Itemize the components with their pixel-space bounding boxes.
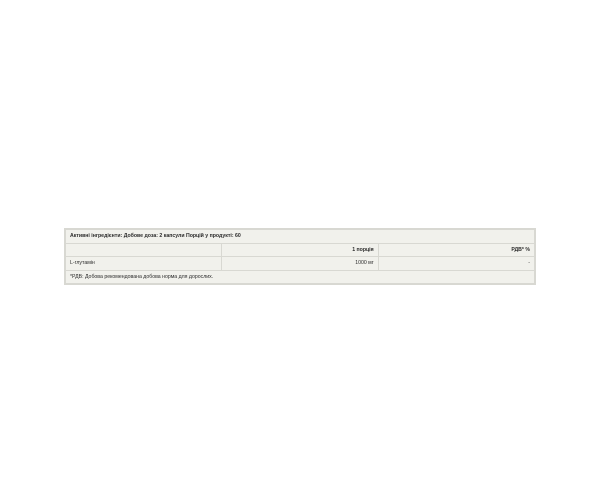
table-footnote-row [66, 270, 535, 284]
table-row [66, 257, 535, 271]
supplement-facts-panel [64, 228, 536, 285]
table-heading-row [66, 230, 535, 244]
supplement-facts-footnote: *РДВ: Добова рекомендована добова норма для дорослих. [66, 270, 535, 284]
column-header-amount: 1 порція [222, 243, 378, 257]
table-header-row [66, 243, 535, 257]
ingredient-daily-value: - [378, 257, 534, 271]
ingredient-name: L-глутамін [66, 257, 222, 271]
supplement-facts-heading: Активні інгредієнти: Добове доза: 2 капсули Порцій у продукті: 60 [66, 230, 535, 244]
supplement-facts-table [65, 229, 535, 284]
column-header-daily-value: РДВ* % [378, 243, 534, 257]
ingredient-amount: 1000 мг [222, 257, 378, 271]
column-header-name [66, 243, 222, 257]
